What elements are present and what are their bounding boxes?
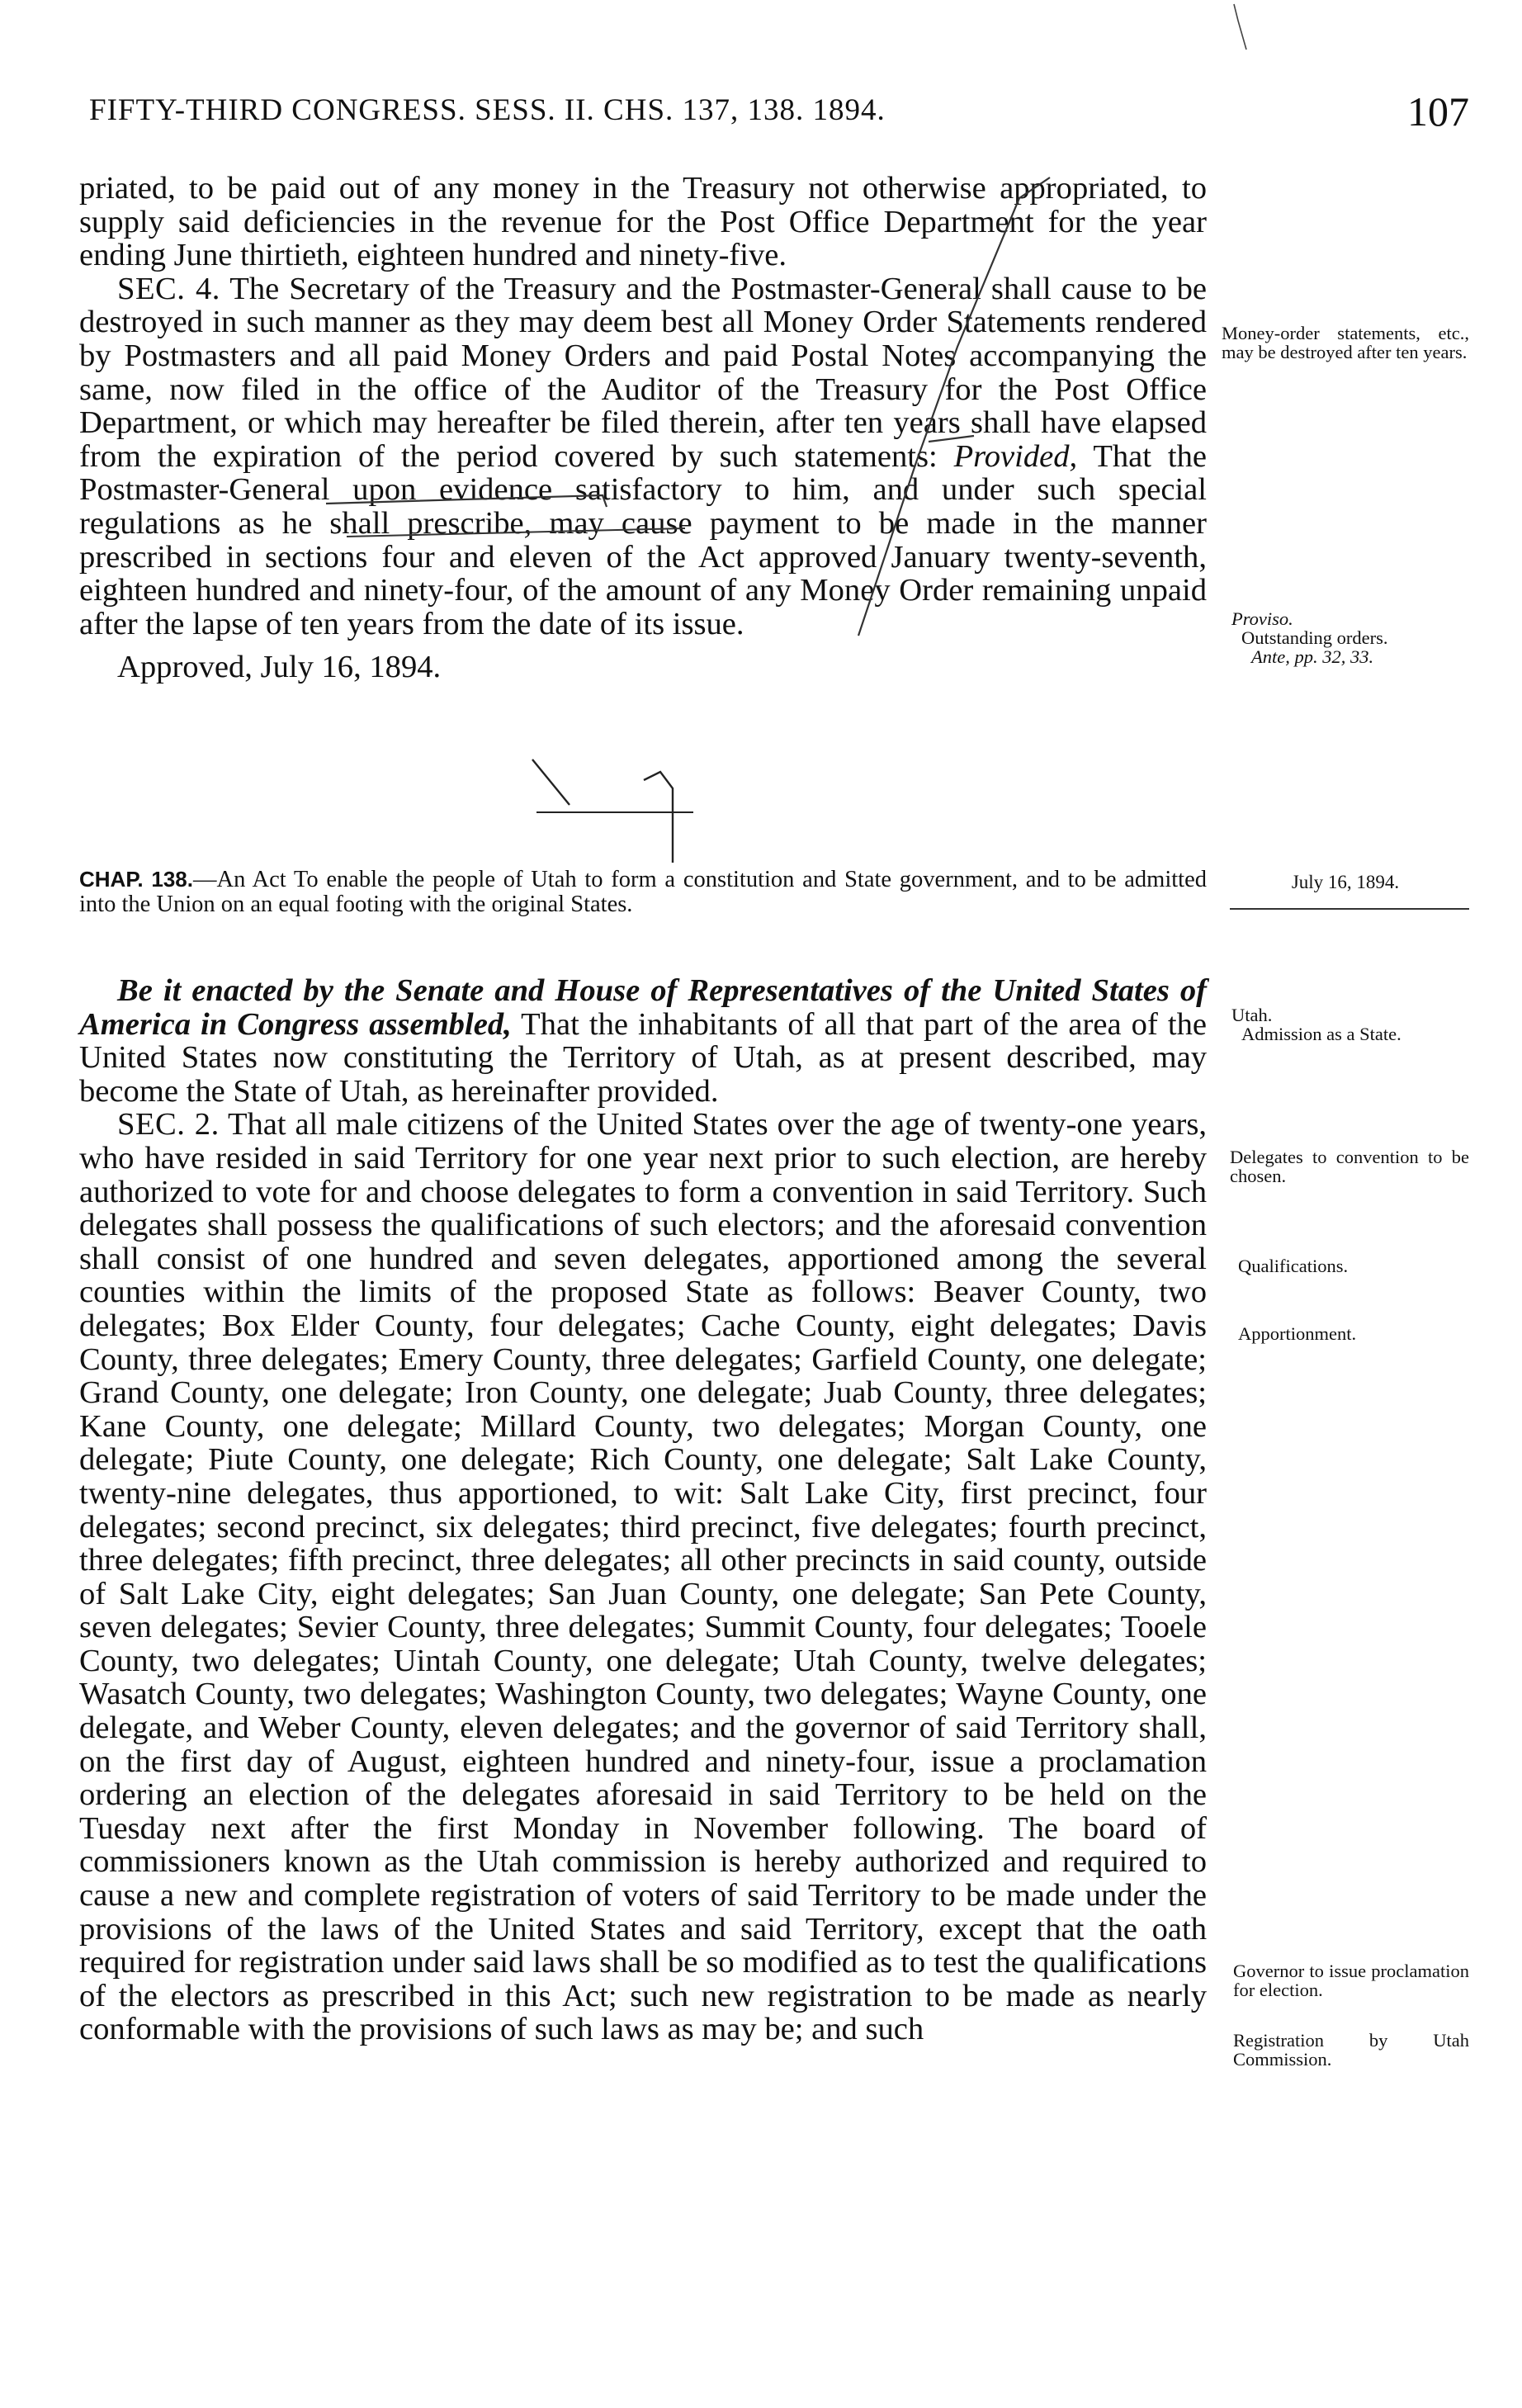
margin-note-ante: Ante, pp. 32, 33.	[1251, 646, 1374, 667]
margin-note-apportionment: Apportionment.	[1238, 1323, 1357, 1344]
enacting-paragraph	[79, 974, 1207, 1108]
margin-note-outstanding: Outstanding orders.	[1241, 627, 1388, 648]
continuation-paragraph: priated, to be paid out of any money in the Treasury not otherwise appropriated, to supply said deficiencies in the revenue for the Post Office Department for the year ending June thirtieth, eighteen hundred and ninety-five.	[79, 171, 1207, 273]
margin-note-proviso-block	[1222, 609, 1469, 666]
margin-note-money-order: Money-order statements, etc., may be destroyed after ten years.	[1222, 323, 1469, 362]
section-4-proviso-text: That the Postmaster-General upon evidence satisfactory to him, and under such special regulations as he shall prescribe, may cause payment to be made in the manner prescribed in sections four and eleven of the Act approved January twenty-seventh, eighteen hundred and ninety-four, of the amount of any Money Order remaining unpaid after the lapse of ten years from the date of its issue.	[79, 438, 1207, 641]
margin-note-utah-block	[1222, 1005, 1469, 1043]
section-4-paragraph	[79, 272, 1207, 641]
chapter-137-body	[79, 172, 1207, 684]
running-head: FIFTY-THIRD CONGRESS. SESS. II. CHS. 137, 138. 1894.	[89, 93, 886, 127]
margin-note-governor: Governor to issue proclamation for election.	[1233, 1961, 1469, 2000]
page-number: 107	[1407, 88, 1469, 135]
section-divider	[536, 811, 693, 813]
section-4-text: The Secretary of the Treasury and the Postmaster-General shall cause to be destroyed in such manner as they may deem best all Money Order Statements rendered by Postmasters and all paid Money Orders and paid Postal Notes accompanying the same, now filed in the office of the Auditor of the Treasury for the Post Office Department, or which may hereafter be filed therein, after ten years shall have elapsed from the expiration of the period covered by such statements:	[79, 271, 1207, 474]
margin-note-qualifications: Qualifications.	[1238, 1256, 1349, 1276]
section-4-label: SEC. 4.	[117, 271, 220, 306]
page-header	[89, 88, 1469, 150]
chapter-date: July 16, 1894.	[1291, 872, 1400, 892]
margin-note-proviso: Proviso.	[1231, 608, 1293, 629]
provided-word: Provided,	[953, 438, 1078, 474]
margin-note-utah: Utah.	[1231, 1005, 1273, 1025]
chapter-138-body	[79, 974, 1207, 2046]
section-2-label: SEC. 2.	[117, 1107, 220, 1142]
margin-note-delegates: Delegates to convention to be chosen.	[1230, 1147, 1469, 1186]
section-2-text: That all male citizens of the United States over the age of twenty-one years, who have resided in said Territory for one year next prior to such election, are hereby authorized to vote for and choose delegates to form a convention in said Territory. Such delegates shall possess the qualifications of such electors; and the aforesaid convention shall consist of one hundred and seven delegates, apportioned among the several counties within the limits of the proposed State as follows: Beaver County, two delegates; Box Elder County, four delegates; Cache County, eight delegates; Davis County, three delegates; Emery County, three delegates; Garfield County, one delegate; Grand County, one delegate; Iron County, one delegate; Juab County, three delegates; Kane County, one delegate; Millard County, two delegates; Morgan County, one delegate; Piute County, one delegate; Rich County, one delegate; Salt Lake County, twenty-nine delegates, thus apportioned, to wit: Salt Lake City, first precinct, four delegates; second precinct, six delegates; third precinct, five delegates; fourth precinct, three delegates; fifth precinct, three delegates; all other precincts in said county, outside of Salt Lake City, eight delegates; San Juan County, one delegate; San Pete County, seven delegates; Sevier County, three delegates; Summit County, four delegates; Tooele County, two delegates; Uintah County, one delegate; Utah County, twelve delegates; Wasatch County, two delegates; Washington County, two delegates; Wayne County, one delegate, and Weber County, eleven delegates; and the governor of said Territory shall, on the first day of August, eighteen hundred and ninety-four, issue a proclamation ordering an election of the delegates aforesaid in said Territory to be held on the Tuesday next after the first Monday in November following. The board of commissioners known as the Utah commission is hereby authorized and required to cause a new and complete registration of voters of said Territory to be made under the provisions of the laws of the United States and said Territory, except that the oath required for registration under said laws shall be so modified as to test the qualifications of the electors as prescribed in this Act; such new registration to be made as nearly conformable with the provisions of such laws as may be; and such	[79, 1107, 1207, 2047]
date-rule	[1230, 908, 1469, 910]
chapter-label: CHAP. 138.	[79, 867, 193, 892]
chapter-title: —An Act To enable the people of Utah to form a constitution and State government, and to be admitted into the Union on an equal footing with the original States.	[79, 867, 1207, 917]
margin-note-registration: Registration by Utah Commission.	[1233, 2030, 1469, 2070]
section-2-paragraph	[79, 1108, 1207, 2046]
chapter-138-heading	[79, 867, 1207, 917]
margin-note-admission: Admission as a State.	[1241, 1024, 1401, 1044]
approval-date: Approved, July 16, 1894.	[117, 650, 442, 685]
enacting-clause: Be it enacted by the Senate and House of Representatives of the United States of America in Congress assembled,	[79, 973, 1207, 1042]
pencil-corner-tick	[1234, 4, 1246, 50]
section-1-text: That the inhabitants of all that part of the area of the United States now constituting the Territory of Utah, as at present described, may become the State of Utah, as hereinafter provided.	[79, 1006, 1207, 1109]
